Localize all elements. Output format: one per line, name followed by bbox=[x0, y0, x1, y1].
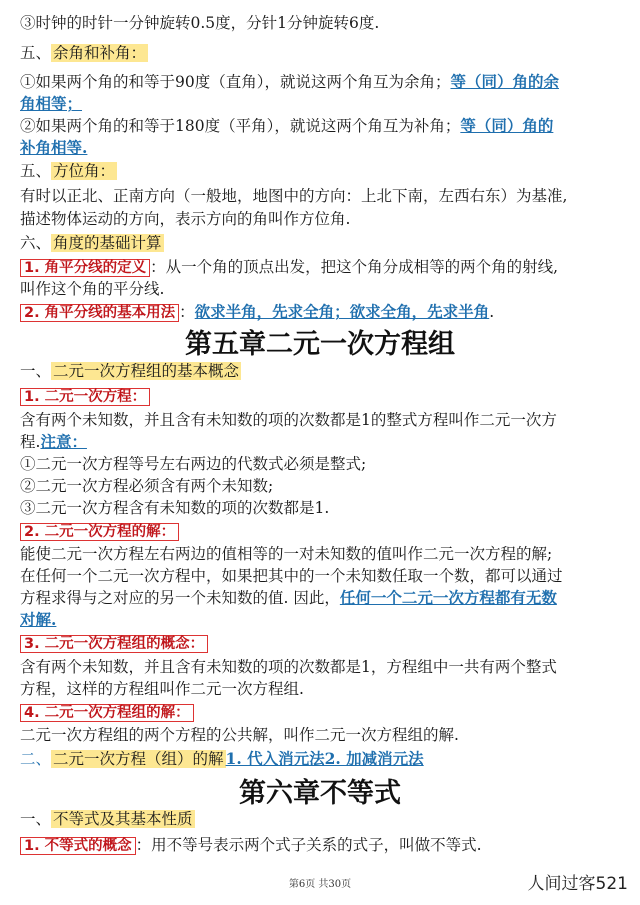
text-line: ①二元一次方程等号左右两边的代数式必须是整式; bbox=[20, 455, 367, 473]
text-line bbox=[20, 385, 626, 408]
text-line: 二元一次方程组的两个方程的公共解，叫作二元一次方程组的解. bbox=[20, 726, 459, 744]
text-line bbox=[20, 520, 626, 543]
text-line: 2. 角平分线的基本用法 ：欲求半角，先求全角；欲求全角，先求半角. bbox=[20, 301, 626, 324]
page-footer: 第6页 共30页 bbox=[288, 879, 352, 890]
section-heading: 六、 角度的基础计算 bbox=[20, 234, 162, 252]
text-line: 叫作这个角的平分线. bbox=[20, 280, 165, 298]
section-heading: 一、 不等式及其基本性质 bbox=[20, 810, 193, 828]
text-line: 描述物体运动的方向，表示方向的角叫作方位角. bbox=[20, 210, 351, 228]
text-line: 在任何一个二元一次方程中，如果把其中的一个未知数任取一个数，都可以通过 bbox=[20, 567, 563, 585]
text-line: ①如果两个角的和等于90度（直角），就说这两个角互为余角；等（同）角的余 bbox=[20, 72, 559, 91]
text-line: 程.注意： bbox=[20, 432, 87, 451]
definition-box: 1. 二元一次方程： bbox=[20, 388, 150, 406]
text-line: 能使二元一次方程左右两边的值相等的一对未知数的值叫作二元一次方程的解; bbox=[20, 545, 553, 563]
text-line: 含有两个未知数，并且含有未知数的项的次数都是1，方程组中一共有两个整式 bbox=[20, 658, 557, 676]
text-line: ②二元一次方程必须含有两个未知数; bbox=[20, 477, 274, 495]
text-line: 方程求得与之对应的另一个未知数的值. 因此，任何一个二元一次方程都有无数 bbox=[20, 588, 557, 607]
section-heading: 五、 余角和补角： bbox=[20, 44, 147, 62]
section-heading: 二、 二元一次方程（组）的解 1. 代入消元法2. 加减消元法 bbox=[20, 749, 424, 768]
definition-box: 4. 二元一次方程组的解： bbox=[20, 704, 194, 722]
text-line: 对解. bbox=[20, 610, 57, 629]
text-line: 1. 角平分线的定义 ：从一个角的顶点出发，把这个角分成相等的两个角的射线, bbox=[20, 256, 626, 279]
text-line: 含有两个未知数，并且含有未知数的项的次数都是1的整式方程叫作二元一次方 bbox=[20, 411, 557, 429]
definition-box: 1. 角平分线的定义 bbox=[20, 259, 150, 277]
section-heading: 五、 方位角： bbox=[20, 162, 116, 180]
text-line: 有时以正北、正南方向（一般地，地图中的方向：上北下南，左西右东）为基准, bbox=[20, 187, 568, 205]
text-line bbox=[20, 632, 626, 655]
watermark: 人间过客521 bbox=[527, 874, 628, 894]
definition-box: 2. 二元一次方程的解： bbox=[20, 523, 179, 541]
definition-box: 2. 角平分线的基本用法 bbox=[20, 304, 179, 322]
text-line: 方程，这样的方程组叫作二元一次方程组. bbox=[20, 680, 304, 698]
text-line: ③二元一次方程含有未知数的项的次数都是1. bbox=[20, 499, 330, 517]
definition-box: 3. 二元一次方程组的概念： bbox=[20, 635, 208, 653]
text-line: 角相等； bbox=[20, 94, 83, 113]
text-line: ③时钟的时针一分钟旋转0.5度，分针1分钟旋转6度. bbox=[20, 14, 380, 32]
text-line bbox=[20, 701, 626, 724]
text-line: 1. 不等式的概念 ：用不等号表示两个式子关系的式子，叫做不等式. bbox=[20, 834, 626, 857]
text-line: 补角相等. bbox=[20, 138, 88, 157]
section-heading: 一、 二元一次方程组的基本概念 bbox=[20, 362, 240, 380]
text-line: ②如果两个角的和等于180度（平角），就说这两个角互为补角；等（同）角的 bbox=[20, 116, 554, 135]
chapter-title: 第六章不等式 bbox=[239, 778, 401, 809]
definition-box: 1. 不等式的概念 bbox=[20, 837, 136, 855]
chapter-title: 第五章二元一次方程组 bbox=[185, 329, 455, 360]
